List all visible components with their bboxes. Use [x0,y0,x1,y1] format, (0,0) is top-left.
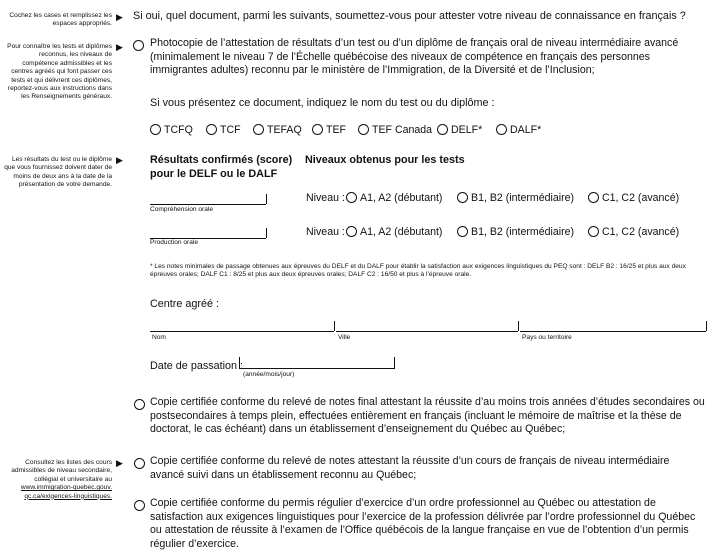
delf-dalf-note: * Les notes minimales de passage obtenues aux épreuves du DELF et du DALF pour établir la satisfaction aux exigences linguistiques du PEQ sont : DELF B2 : 16/25 et plus aux deux épreuves orales; DALF C1 : 8/25 et plus aux deux épreuves orales; DALF C2 : 16/50 et plus à l’épreuve orale. [150,263,686,279]
sidebar-link-immigration[interactable]: www.immigration-quebec.gouv. [20,484,112,492]
question-text: Si oui, quel document, parmi les suivants, soumettez-vous pour attester votre niveau de connaissance en français ? [133,10,686,22]
radio-test-tcf[interactable]: TCF [206,124,241,137]
date-format-label: (année/mois/jour) [243,371,295,378]
radio-comprehension-c1c2[interactable]: C1, C2 (avancé) [588,192,679,205]
radio-test-tef[interactable]: TEF [312,124,346,137]
radio-test-dalf[interactable]: DALF* [496,124,541,137]
centre-ville-field[interactable] [336,319,518,332]
arrow-icon: ▶ [116,458,123,468]
centre-pays-field[interactable] [520,319,706,332]
radio-comprehension-a1a2[interactable]: A1, A2 (débutant) [346,192,442,205]
radio-production-c1c2[interactable]: C1, C2 (avancé) [588,226,679,239]
nom-label: Nom [152,334,166,341]
pays-label: Pays ou territoire [522,334,572,341]
niveau-label: Niveau : [306,226,345,238]
centre-label: Centre agréé : [150,298,220,310]
production-score-field[interactable] [150,225,266,239]
radio-production-b1b2[interactable]: B1, B2 (intermédiaire) [457,226,574,239]
results-header-delf: Résultats confirmés (score) pour le DELF ou le DALF [150,154,293,180]
date-passation-field[interactable] [240,355,394,369]
radio-option-cours-francais[interactable] [134,458,145,469]
sidebar-courses-text: Consultez les listes des cours admissibles de niveau secondaire, collégial et universitaire au [11,459,112,483]
ville-label: Ville [338,334,351,341]
sidebar-instruction-fill: Cochez les cases et remplissez les espaces appropriés. [9,12,112,28]
radio-test-tefaq[interactable]: TEFAQ [253,124,302,137]
radio-test-delf[interactable]: DELF* [437,124,482,137]
arrow-icon: ▶ [116,155,123,165]
date-label: Date de passation : [150,360,244,372]
radio-option-releve-final[interactable] [134,399,145,410]
niveau-label: Niveau : [306,192,345,204]
radio-comprehension-b1b2[interactable]: B1, B2 (intermédiaire) [457,192,574,205]
option-releve-final-text: Copie certifiée conforme du relevé de notes final attestant la réussite d’au moins trois années d’études secondaires ou postsecondaires à temps plein, effectuées entièrement en français (incluant le mémoire de maîtrise et la thèse de doctorat, le cas échéant) dans un établissement d’enseignement du Québec au Québec; [150,396,705,436]
radio-production-a1a2[interactable]: A1, A2 (débutant) [346,226,442,239]
production-label: Production orale [150,239,199,246]
sidebar-instruction-results-age: Les résultats du test ou le diplôme que vous fournissez doivent dater de moins de deux ans à la date de la présentation de votre demande. [4,156,112,189]
sidebar-instruction-tests: Pour connaître les tests et diplômes reconnus, les niveaux de compétence admissibles et les centres agréés qui font passer ces tests et qui délivrent ces diplômes, reportez-vous aux instructions dans les Renseignements généraux. [7,43,112,101]
radio-test-tcfq[interactable]: TCFQ [150,124,193,137]
centre-nom-field[interactable] [150,319,334,332]
comprehension-label: Compréhension orale [150,206,214,213]
option-attestation-text: Photocopie de l’attestation de résultats d’un test ou d’un diplôme de français oral de niveau intermédiaire avancé (minimalement le niveau 7 de l’Échelle québécoise des niveaux de compétence en français des personnes immigrantes adultes) reconnu par le ministère de l’Immigration, de la Diversité et de l’Inclusion; [150,37,679,77]
sidebar-instruction-courses [4,459,112,501]
option-permis-text: Copie certifiée conforme du permis régulier d’exercice d’un ordre professionnel au Québec ou attestation de satisfaction aux exigences linguistiques pour l’exercice de la profession délivrée par l’ordre professionnel du Québec ou attestation de réussite à l’examen de l’Office québécois de la langue française en vue de l’obtention d’un permis régulier d’exercice. [150,497,696,550]
arrow-icon: ▶ [116,12,123,22]
arrow-icon: ▶ [116,42,123,52]
option-cours-francais-text: Copie certifiée conforme du relevé de notes attestant la réussite d’un cours de français de niveau intermédiaire avancé suivi dans un établissement reconnu au Québec; [150,455,670,481]
sidebar-link-exigences[interactable]: qc.ca/exigences-linguistiques. [24,492,112,500]
radio-option-permis[interactable] [134,500,145,511]
test-name-prompt: Si vous présentez ce document, indiquez le nom du test ou du diplôme : [150,97,495,109]
radio-option-attestation[interactable] [133,40,144,51]
results-header-levels: Niveaux obtenus pour les tests [305,154,465,166]
comprehension-score-field[interactable] [150,191,266,205]
radio-test-tef-canada[interactable]: TEF Canada [358,124,432,137]
